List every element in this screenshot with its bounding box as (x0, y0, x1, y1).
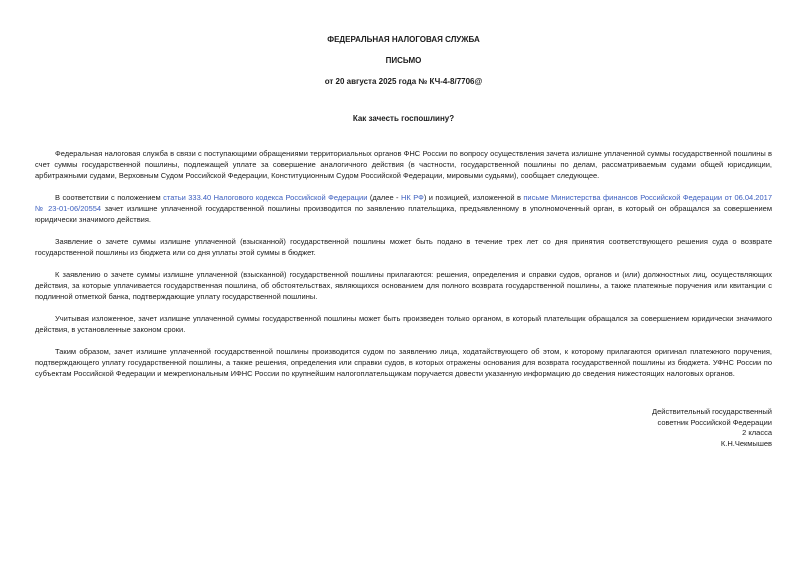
document-type: ПИСЬМО (385, 56, 422, 65)
paragraph-text: (далее - (367, 193, 401, 202)
signature-position-line-2: советник Российской Федерации (657, 417, 772, 427)
paragraph-text: зачет излишне уплаченной государственной пошлины производится по заявлению плательщика, предъявленному в уполномоченный орган, в который он обращался за совершением юридически значимого действия. (35, 204, 772, 224)
paragraph-text: ) и позицией, изложенной в (423, 193, 524, 202)
issuing-authority: ФЕДЕРАЛЬНАЯ НАЛОГОВАЯ СЛУЖБА (327, 35, 480, 44)
paragraph-text: В соответствии с положением (55, 193, 164, 202)
paragraph-text: Заявление о зачете суммы излишне уплаченной (взысканной) государственной пошлины может быть подано в течение трех лет со дня принятия соответствующего решения суда о возврате государственной пошлины из бюджета или со дня уплаты этой суммы в бюджет. (35, 237, 772, 257)
signature-block (35, 407, 772, 449)
paragraph-3 (35, 236, 772, 258)
document-body (35, 148, 772, 379)
paragraph-4 (35, 269, 772, 302)
document-date-number: от 20 августа 2025 года № КЧ-4-8/7706@ (324, 77, 483, 86)
signature-class-rank: 2 класса (742, 428, 772, 437)
inline-link[interactable]: НК РФ (401, 193, 424, 202)
signature-position-line-1: Действительный государственный (652, 407, 772, 416)
document-subject: Как зачесть госпошлину? (352, 114, 455, 123)
paragraph-5 (35, 313, 772, 335)
inline-link[interactable]: статьи 333.40 Налогового кодекса Российской Федерации (163, 193, 368, 202)
signature-name: К.Н.Чекмышев (720, 438, 772, 448)
paragraph-text: Таким образом, зачет излишне уплаченной государственной пошлины производится судом по заявлению лица, ходатайствующего об этом, к которому прилагаются оригинал платежного поручения, подтверждающего уплату государственной пошлины, а также решения, определения или справки судов, в которых отражены основания для возврата государственной пошлины из бюджета. УФНС России по субъектам Российской Федерации и межрегиональным ИФНС России по крупнейшим налогоплательщикам поручается довести указанную информацию до сведения нижестоящих налоговых органов. (35, 347, 772, 378)
paragraph-1 (35, 148, 772, 181)
paragraph-text: Федеральная налоговая служба в связи с поступающими обращениями территориальных органов ФНС России по вопросу осуществления зачета излишне уплаченной суммы государственной пошлины в счет суммы государственной пошлины, подлежащей уплате за совершение аналогичного действия (в частности, государственной пошлины по делам, рассматриваемым судами общей юрисдикции, арбитражными судами, Верховным Судом Российской Федерации, Конституционным Судом Российской Федерации, мировыми судьями), сообщает следующее. (35, 149, 772, 180)
inline-link[interactable]: письме Министерства финансов Российской Федерации от 06.04.2017 № 23-01-06/20554 (35, 193, 772, 213)
document-header (35, 34, 772, 87)
paragraph-text: К заявлению о зачете суммы излишне уплаченной (взысканной) государственной пошлины прилагаются: решения, определения и справки судов, органов и (или) должностных лиц, осуществляющих действия, за которые уплачивается государственная пошлина, об обстоятельствах, являющихся основанием для полного возврата государственной пошлины, а также платежные поручения или квитанции с подлинной отметкой банка, подтверждающие уплату государственной пошлины. (35, 270, 772, 301)
paragraph-text: Учитывая изложенное, зачет излишне уплаченной суммы государственной пошлины может быть произведен только органом, в который плательщик обращался за совершением юридически значимого действия, в установленные законом сроки. (35, 314, 772, 334)
paragraph-2 (35, 192, 772, 225)
paragraph-6 (35, 346, 772, 379)
